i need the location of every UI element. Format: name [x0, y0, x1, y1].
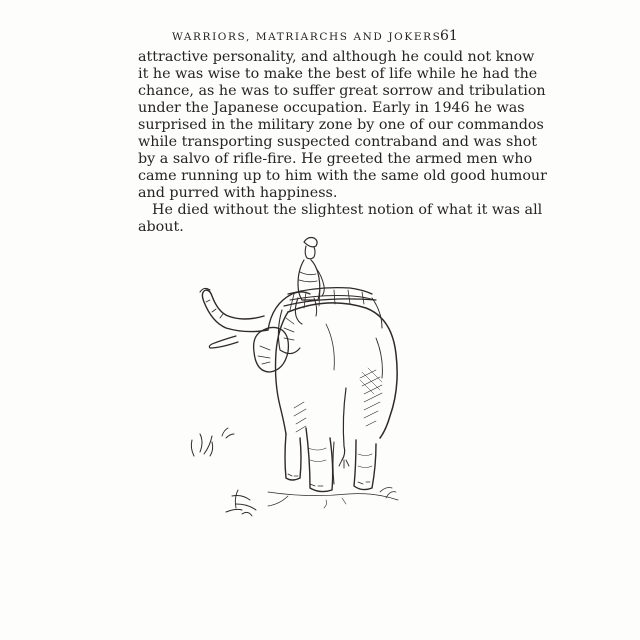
text-line: attractive personality, and although he could not know: [138, 49, 535, 65]
elephant-head: [254, 292, 310, 372]
page-number: 61: [440, 28, 458, 44]
text-line: about.: [138, 219, 184, 236]
elephant-trunk: [200, 288, 268, 348]
howdah: [278, 288, 382, 354]
text-line: it he was wise to make the best of life while he had the: [138, 66, 538, 83]
text-line: surprised in the military zone by one of our commandos: [138, 117, 544, 134]
elephant-drawing: [176, 228, 416, 538]
elephant-legs: [285, 428, 376, 492]
text-line: chance, as he was to suffer great sorrow and tribulation: [138, 83, 546, 100]
ground-grass: [191, 428, 398, 516]
paragraph-1: [138, 49, 547, 202]
text-line: by a salvo of rifle-fire. He greeted the armed men who: [138, 151, 533, 168]
text-line: under the Japanese occupation. Early in 1946 he was: [138, 100, 525, 117]
running-head: WARRIORS, MATRIARCHS AND JOKERS: [172, 31, 442, 43]
body-text: [138, 49, 547, 237]
elephant-with-mahout-illustration: [176, 228, 416, 538]
body-hatching: [294, 368, 382, 432]
text-line: and purred with happiness.: [138, 185, 338, 202]
text-line: He died without the slightest notion of what it was all: [152, 202, 543, 219]
text-line: came running up to him with the same old good humour: [138, 168, 547, 185]
elephant-body: [276, 303, 398, 468]
text-line: while transporting suspected contraband and was shot: [138, 134, 537, 151]
mahout-figure: [295, 238, 324, 325]
